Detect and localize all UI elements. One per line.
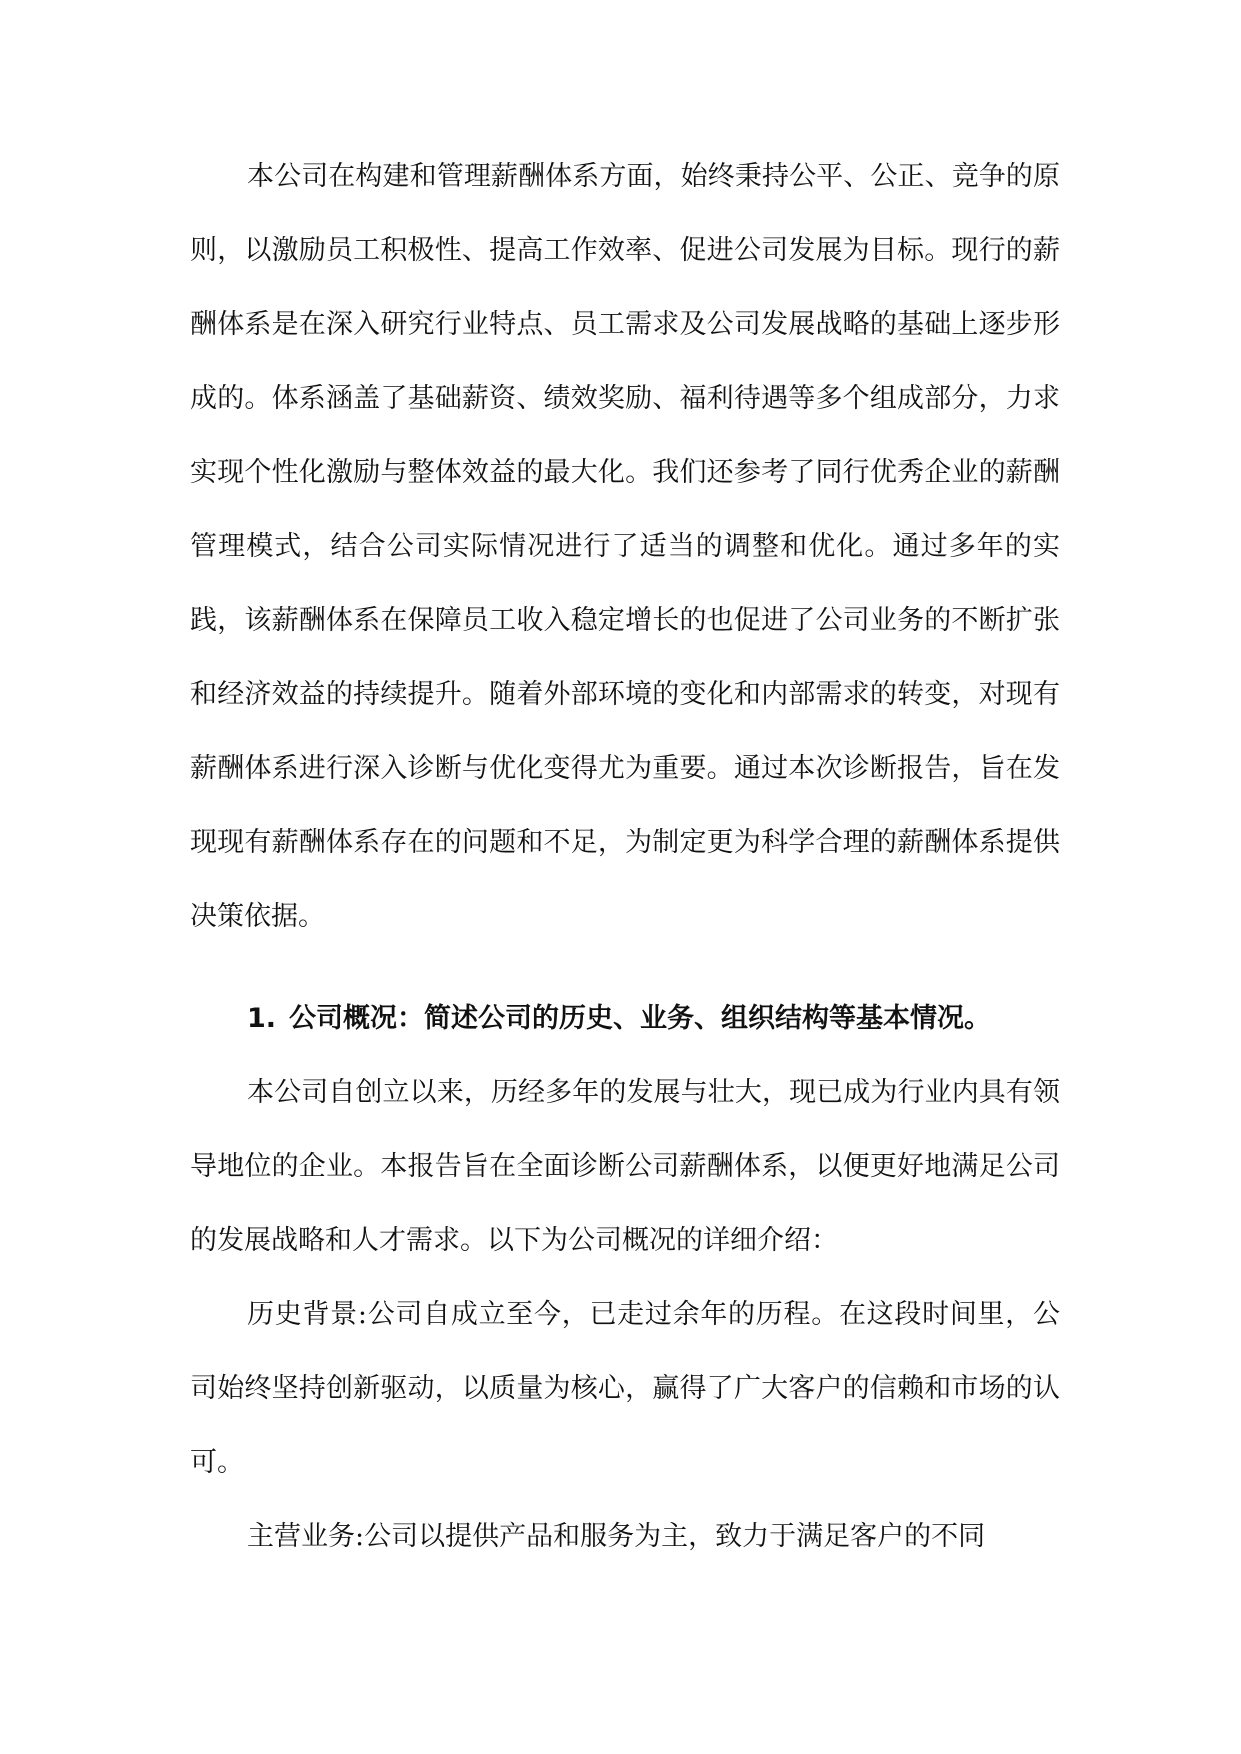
section-title: 公司概况：简述公司的历史、业务、组织结构等基本情况。	[289, 1003, 991, 1034]
business-paragraph: 主营业务:公司以提供产品和服务为主，致力于满足客户的不同	[247, 1521, 986, 1552]
document-page	[190, 140, 1060, 1574]
overview-paragraph: 本公司自创立以来，历经多年的发展与壮大，现已成为行业内具有领导地位的企业。本报告旨在全面诊断公司薪酬体系，以便更好地满足公司的发展战略和人才需求。以下为公司概况的详细介绍：	[190, 1077, 1060, 1256]
section-heading	[190, 982, 1060, 1056]
history-paragraph: 历史背景:公司自成立至今，已走过余年的历程。在这段时间里，公司始终坚持创新驱动，以质量为核心，赢得了广大客户的信赖和市场的认可。	[190, 1299, 1060, 1478]
intro-paragraph: 本公司在构建和管理薪酬体系方面，始终秉持公平、公正、竞争的原则，以激励员工积极性、提高工作效率、促进公司发展为目标。现行的薪酬体系是在深入研究行业特点、员工需求及公司发展战略的基础上逐步形成的。体系涵盖了基础薪资、绩效奖励、福利待遇等多个组成部分，力求实现个性化激励与整体效益的最大化。我们还参考了同行优秀企业的薪酬管理模式，结合公司实际情况进行了适当的调整和优化。通过多年的实践，该薪酬体系在保障员工收入稳定增长的也促进了公司业务的不断扩张和经济效益的持续提升。随着外部环境的变化和内部需求的转变，对现有薪酬体系进行深入诊断与优化变得尤为重要。通过本次诊断报告，旨在发现现有薪酬体系存在的问题和不足，为制定更为科学合理的薪酬体系提供决策依据。	[190, 161, 1060, 932]
section-number: 1.	[247, 1003, 277, 1034]
